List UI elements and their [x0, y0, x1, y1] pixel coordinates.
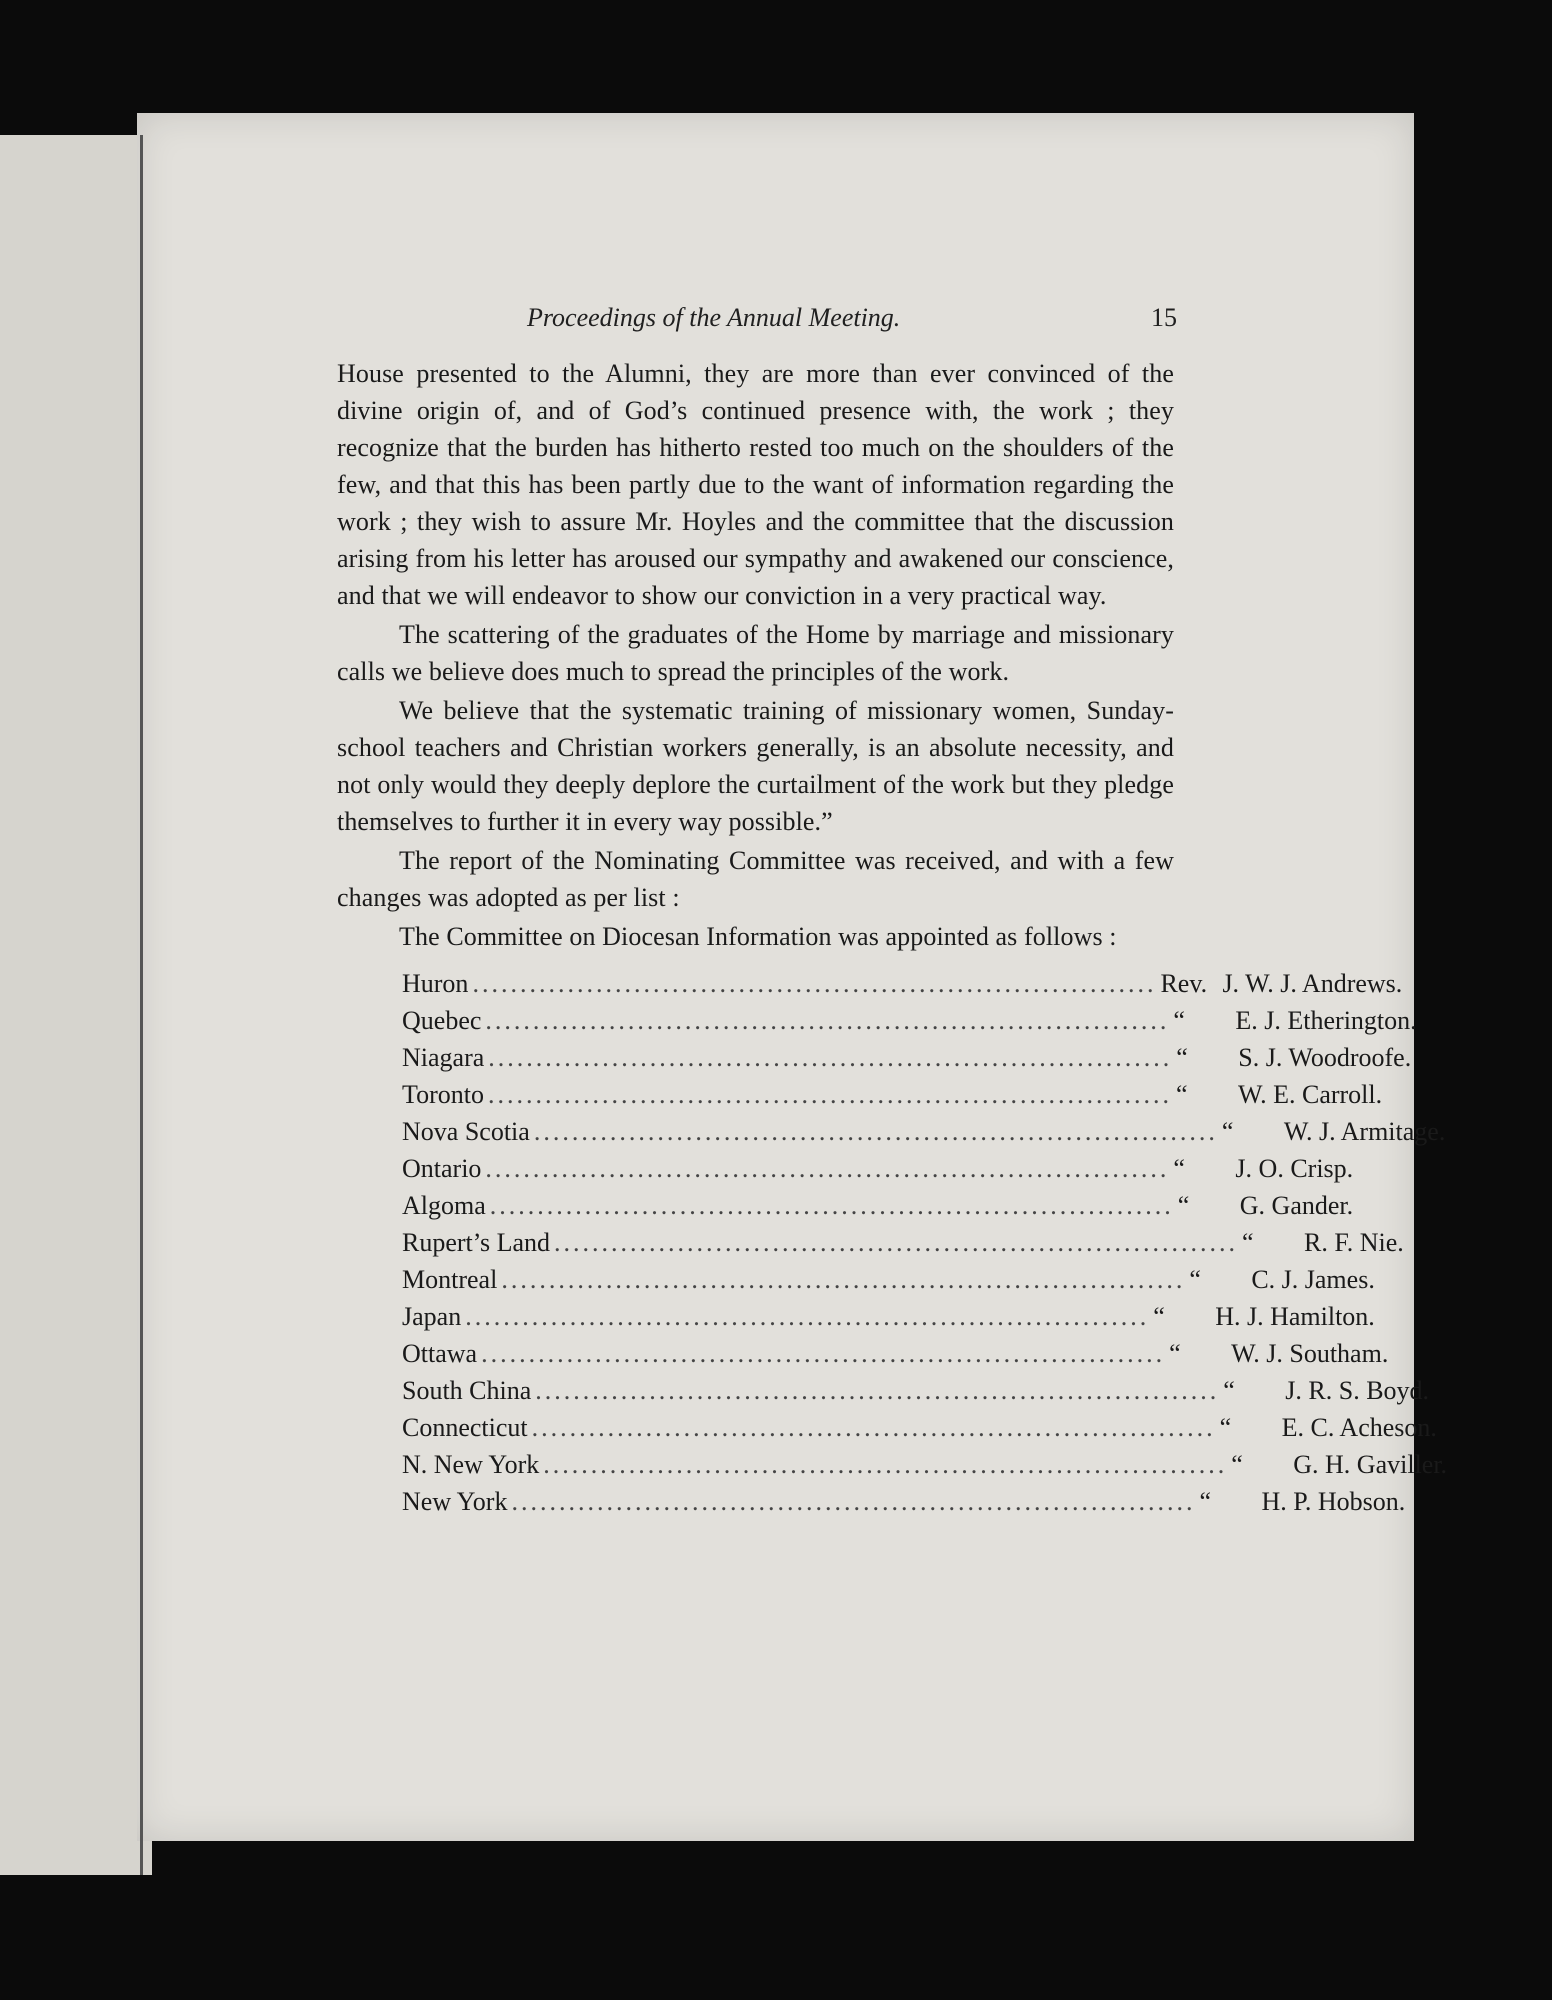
diocese-name: Niagara [402, 1043, 485, 1072]
member-name: J. R. S. Boyd. [1285, 1376, 1430, 1405]
member-name: W. J. Armitage. [1283, 1117, 1446, 1146]
paragraph: The scattering of the graduates of the Home by marriage and missionary calls we believe does much to spread the principles of the work. [337, 620, 1174, 686]
leader-dots: ........................................................................ [472, 969, 1157, 998]
diocese-name: Toronto [402, 1080, 484, 1109]
paragraph: The Committee on Diocesan Information was appointed as follows : [399, 922, 1117, 951]
page-gutter [140, 135, 143, 1875]
diocese-name: Japan [402, 1302, 462, 1331]
member-name: W. J. Southam. [1231, 1339, 1389, 1368]
leader-dots: ........................................................................ [489, 1191, 1174, 1220]
page-body [337, 355, 1448, 1520]
committee-row [402, 1298, 1375, 1335]
diocese-name: Huron [402, 969, 469, 998]
clergy-title: “ [1223, 1376, 1235, 1405]
clergy-title: Rev. [1160, 969, 1208, 998]
clergy-title: “ [1177, 1191, 1190, 1220]
committee-row [402, 1113, 1446, 1150]
committee-row [402, 1261, 1375, 1298]
paragraph: The report of the Nominating Committee was received, and with a few changes was adopted as per list : [337, 846, 1174, 912]
committee-row [402, 1335, 1389, 1372]
leader-dots: ........................................................................ [543, 1450, 1228, 1479]
facing-page-edge [0, 135, 152, 1875]
clergy-title: “ [1173, 1154, 1185, 1183]
paragraph: We believe that the systematic training of missionary women, Sunday-school teachers and Christian workers generally, is an absolute necessity, and not only would they deeply deplore the curtailment of the work but they pledge themselves to further it in every way possible.” [337, 696, 1174, 836]
committee-row [402, 1002, 1417, 1039]
diocese-name: Ontario [402, 1154, 482, 1183]
leader-dots: ........................................................................ [511, 1487, 1196, 1516]
diocese-name: South China [402, 1376, 532, 1405]
member-name: H. J. Hamilton. [1215, 1302, 1375, 1331]
committee-row [402, 1187, 1354, 1224]
member-name: R. F. Nie. [1304, 1228, 1404, 1257]
diocese-name: N. New York [402, 1450, 540, 1479]
member-name: S. J. Woodroofe. [1238, 1043, 1412, 1072]
diocese-name: Rupert’s Land [402, 1228, 551, 1257]
clergy-title: “ [1189, 1265, 1201, 1294]
member-name: W. E. Carroll. [1237, 1080, 1383, 1109]
leader-dots: ........................................................................ [485, 1154, 1170, 1183]
committee-row [402, 1446, 1448, 1483]
clergy-title: “ [1231, 1450, 1243, 1479]
clergy-title: “ [1242, 1228, 1254, 1257]
leader-dots: ........................................................................ [533, 1117, 1218, 1146]
clergy-title: “ [1173, 1006, 1185, 1035]
leader-dots: ........................................................................ [465, 1302, 1150, 1331]
running-title: Proceedings of the Annual Meeting. [527, 303, 901, 332]
leader-dots: ........................................................................ [488, 1043, 1173, 1072]
clergy-title: “ [1176, 1043, 1188, 1072]
committee-row [402, 965, 1403, 1002]
clergy-title: “ [1221, 1117, 1234, 1146]
diocese-name: Algoma [402, 1191, 486, 1220]
member-name: H. P. Hobson. [1261, 1487, 1406, 1516]
committee-row [402, 1483, 1406, 1520]
leader-dots: ........................................................................ [485, 1006, 1170, 1035]
member-name: C. J. James. [1251, 1265, 1375, 1294]
diocese-name: Quebec [402, 1006, 482, 1035]
leader-dots: ........................................................................ [481, 1339, 1166, 1368]
paragraph: House presented to the Alumni, they are more than ever convinced of the divine origin of, and of God’s continued presence with, the work ; they recognize that the burden has hitherto rested too much on the shoulders of the few, and that this has been partly due to the want of information regarding the work ; they wish to assure Mr. Hoyles and the committee that the discussion arising from his letter has aroused our sympathy and awakened our conscience, and that we will endeavor to show our conviction in a very practical way. [337, 359, 1174, 610]
committee-row [402, 1150, 1354, 1187]
clergy-title: “ [1153, 1302, 1165, 1331]
committee-row [402, 1409, 1437, 1446]
member-name: J. W. J. Andrews. [1222, 969, 1403, 998]
leader-dots: ........................................................................ [554, 1228, 1239, 1257]
member-name: G. H. Gaviller. [1293, 1450, 1448, 1479]
clergy-title: “ [1169, 1339, 1181, 1368]
clergy-title: “ [1219, 1413, 1232, 1442]
leader-dots: ........................................................................ [531, 1413, 1216, 1442]
diocese-name: Nova Scotia [402, 1117, 530, 1146]
member-name: E. C. Acheson. [1281, 1413, 1437, 1442]
page-header [527, 303, 1177, 343]
committee-row [402, 1039, 1412, 1076]
diocese-name: Ottawa [402, 1339, 478, 1368]
committee-row [402, 1372, 1430, 1409]
clergy-title: “ [1175, 1080, 1188, 1109]
leader-dots: ........................................................................ [501, 1265, 1186, 1294]
leader-dots: ........................................................................ [535, 1376, 1220, 1405]
committee-row [402, 1076, 1383, 1113]
member-name: E. J. Etherington. [1235, 1006, 1417, 1035]
member-name: G. Gander. [1239, 1191, 1354, 1220]
clergy-title: “ [1199, 1487, 1212, 1516]
diocese-name: Montreal [402, 1265, 498, 1294]
committee-list [402, 965, 1448, 1520]
diocese-name: New York [402, 1487, 508, 1516]
page-number: 15 [1151, 303, 1177, 332]
leader-dots: ........................................................................ [487, 1080, 1172, 1109]
committee-row [402, 1224, 1404, 1261]
member-name: J. O. Crisp. [1235, 1154, 1354, 1183]
diocese-name: Connecticut [402, 1413, 528, 1442]
